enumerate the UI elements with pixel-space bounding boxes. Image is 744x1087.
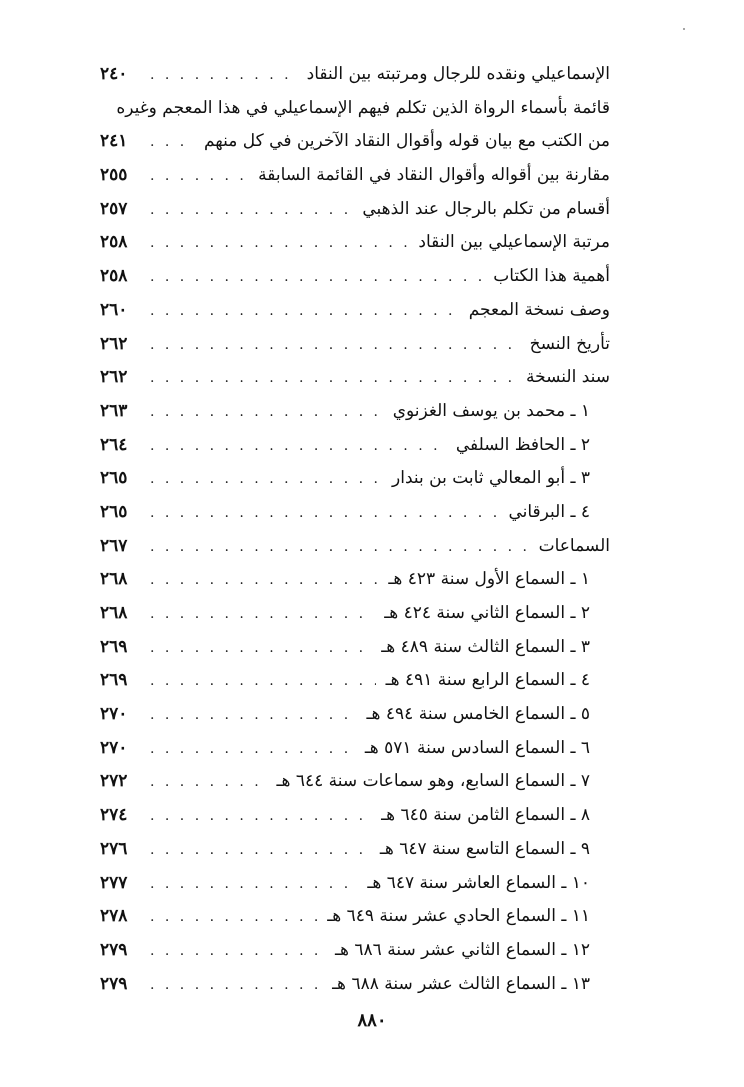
toc-entry	[100, 799, 610, 833]
toc-entry-title: ٢ ـ السماع الثاني سنة ٤٢٤ هـ	[384, 603, 590, 623]
toc-entry	[100, 395, 610, 429]
toc-entry-title: الإسماعيلي ونقده للرجال ومرتبته بين النقاد	[306, 64, 610, 84]
toc-entry-page: ٢٥٧	[100, 198, 128, 219]
toc-entry	[100, 260, 610, 294]
toc-entry-title: وصف نسخة المعجم	[468, 299, 610, 320]
table-of-contents	[100, 58, 610, 1001]
toc-entry	[100, 226, 610, 260]
leader-dots	[150, 935, 325, 969]
leader-dots	[150, 834, 370, 868]
leader-dots	[150, 396, 383, 430]
leader-dots	[150, 160, 248, 194]
toc-entry-page: ٢٧٨	[100, 906, 128, 927]
toc-entry	[100, 58, 610, 92]
toc-entry	[100, 765, 610, 799]
toc-entry	[100, 833, 610, 867]
toc-entry-page: ٢٦٢	[100, 333, 128, 354]
toc-entry-page: ٢٦٩	[100, 670, 128, 691]
toc-entry-title: ٤ ـ السماع الرابع سنة ٤٩١ هـ	[385, 670, 590, 691]
toc-entry-title: أهمية هذا الكتاب	[493, 266, 610, 287]
toc-entry	[100, 900, 610, 934]
toc-entry-page: ٢٦٢	[100, 367, 128, 388]
toc-entry-title: ٨ ـ السماع الثامن سنة ٦٤٥ هـ	[381, 805, 590, 826]
leader-dots	[150, 497, 498, 531]
leader-dots	[150, 531, 529, 565]
leader-dots	[150, 632, 371, 666]
toc-entry-page: ٢٦٧	[100, 535, 128, 556]
toc-entry	[100, 496, 610, 530]
toc-entry-page: ٢٧٧	[100, 872, 128, 893]
toc-entry-title: السماعات	[538, 535, 610, 556]
toc-entry-title: ١١ ـ السماع الحادي عشر سنة ٦٤٩ هـ	[327, 906, 590, 927]
toc-entry	[100, 125, 610, 159]
toc-entry-page: ٢٤٠	[100, 64, 128, 84]
toc-entry-title: من الكتب مع بيان قوله وأقوال النقاد الآخرين في كل منهم	[203, 131, 610, 152]
toc-entry-title: أقسام من تكلم بالرجال عند الذهبي	[362, 198, 610, 219]
toc-entry	[100, 294, 610, 328]
leader-dots	[150, 295, 459, 329]
leader-dots	[150, 665, 376, 699]
toc-entry-title: تأريخ النسخ	[529, 333, 610, 354]
leader-dots	[150, 194, 352, 228]
toc-entry-page: ٢٧٩	[100, 939, 128, 960]
toc-entry-title: ١٠ ـ السماع العاشر سنة ٦٤٧ هـ	[367, 872, 590, 893]
leader-dots	[150, 329, 520, 363]
toc-entry-page: ٢٦٨	[100, 603, 128, 623]
toc-entry	[100, 934, 610, 968]
scan-speck	[683, 28, 685, 30]
leader-dots	[150, 868, 357, 902]
leader-dots	[150, 126, 194, 160]
toc-entry-title: ٢ ـ الحافظ السلفي	[455, 434, 590, 455]
toc-entry-page: ٢٦٥	[100, 468, 128, 489]
toc-entry-page: ٢٥٥	[100, 165, 128, 186]
toc-entry-title: سند النسخة	[526, 367, 610, 388]
page-number: ٨٨٠	[357, 1010, 387, 1031]
toc-entry-title: قائمة بأسماء الرواة الذين تكلم فيهم الإسماعيلي في هذا المعجم وغيره	[116, 97, 610, 118]
leader-dots	[150, 59, 297, 93]
leader-dots	[150, 800, 371, 834]
toc-entry-title: ٩ ـ السماع التاسع سنة ٦٤٧ هـ	[379, 838, 590, 859]
toc-entry	[100, 328, 610, 362]
toc-entry-page: ٢٦٨	[100, 569, 128, 590]
toc-entry	[100, 92, 610, 126]
toc-entry	[100, 193, 610, 227]
toc-entry-page: ٢٦٠	[100, 299, 128, 320]
toc-entry	[100, 732, 610, 766]
toc-entry-page: ٢٦٥	[100, 501, 128, 522]
toc-entry-title: ١ ـ السماع الأول سنة ٤٢٣ هـ	[388, 569, 590, 590]
toc-entry	[100, 631, 610, 665]
leader-dots	[150, 362, 516, 396]
toc-entry-page: ٢٧٠	[100, 737, 128, 758]
toc-entry-title: ٧ ـ السماع السابع، وهو سماعات سنة ٦٤٤ هـ	[276, 771, 590, 792]
leader-dots	[150, 227, 408, 261]
toc-entry-title: ١٣ ـ السماع الثالث عشر سنة ٦٨٨ هـ	[332, 973, 590, 994]
toc-entry	[100, 429, 610, 463]
toc-entry-title: ١٢ ـ السماع الثاني عشر سنة ٦٨٦ هـ	[335, 939, 590, 960]
toc-entry-title: ٦ ـ السماع السادس سنة ٥٧١ هـ	[364, 737, 590, 758]
toc-entry-title: ٥ ـ السماع الخامس سنة ٤٩٤ هـ	[366, 704, 590, 725]
toc-entry	[100, 563, 610, 597]
toc-entry	[100, 698, 610, 732]
toc-entry-page: ٢٧٩	[100, 973, 128, 994]
toc-entry-page: ٢٥٨	[100, 232, 128, 253]
leader-dots	[150, 463, 382, 497]
toc-entry	[100, 597, 610, 631]
toc-entry-page: ٢٥٨	[100, 266, 128, 287]
leader-dots	[150, 733, 355, 767]
toc-entry-page: ٢٧٠	[100, 704, 128, 725]
toc-entry-page: ٢٦٤	[100, 434, 128, 455]
toc-entry	[100, 867, 610, 901]
toc-entry	[100, 664, 610, 698]
toc-entry-page: ٢٧٢	[100, 771, 128, 792]
toc-entry	[100, 968, 610, 1002]
leader-dots	[150, 901, 317, 935]
leader-dots	[150, 261, 483, 295]
toc-entry-title: ٣ ـ السماع الثالث سنة ٤٨٩ هـ	[381, 636, 590, 657]
leader-dots	[150, 564, 378, 598]
leader-dots	[150, 598, 374, 632]
toc-entry-title: ٣ ـ أبو المعالي ثابت بن بندار	[392, 468, 590, 489]
leader-dots	[150, 969, 322, 1003]
toc-entry	[100, 159, 610, 193]
toc-entry	[100, 361, 610, 395]
toc-entry-title: ٤ ـ البرقاني	[508, 501, 590, 522]
toc-entry-page: ٢٧٦	[100, 838, 128, 859]
toc-entry-page: ٢٦٣	[100, 400, 128, 421]
toc-entry-page: ٢٧٤	[100, 805, 128, 826]
leader-dots	[150, 699, 357, 733]
toc-entry-page: ٢٦٩	[100, 636, 128, 657]
toc-entry-title: ١ ـ محمد بن يوسف الغزنوي	[392, 400, 590, 421]
toc-entry-title: مرتبة الإسماعيلي بين النقاد	[418, 232, 610, 253]
toc-entry	[100, 530, 610, 564]
toc-entry	[100, 462, 610, 496]
leader-dots	[150, 430, 446, 464]
toc-entry-page: ٢٤١	[100, 131, 128, 152]
toc-entry-title: مقارنة بين أقواله وأقوال النقاد في القائمة السابقة	[258, 165, 610, 186]
leader-dots	[150, 766, 267, 800]
